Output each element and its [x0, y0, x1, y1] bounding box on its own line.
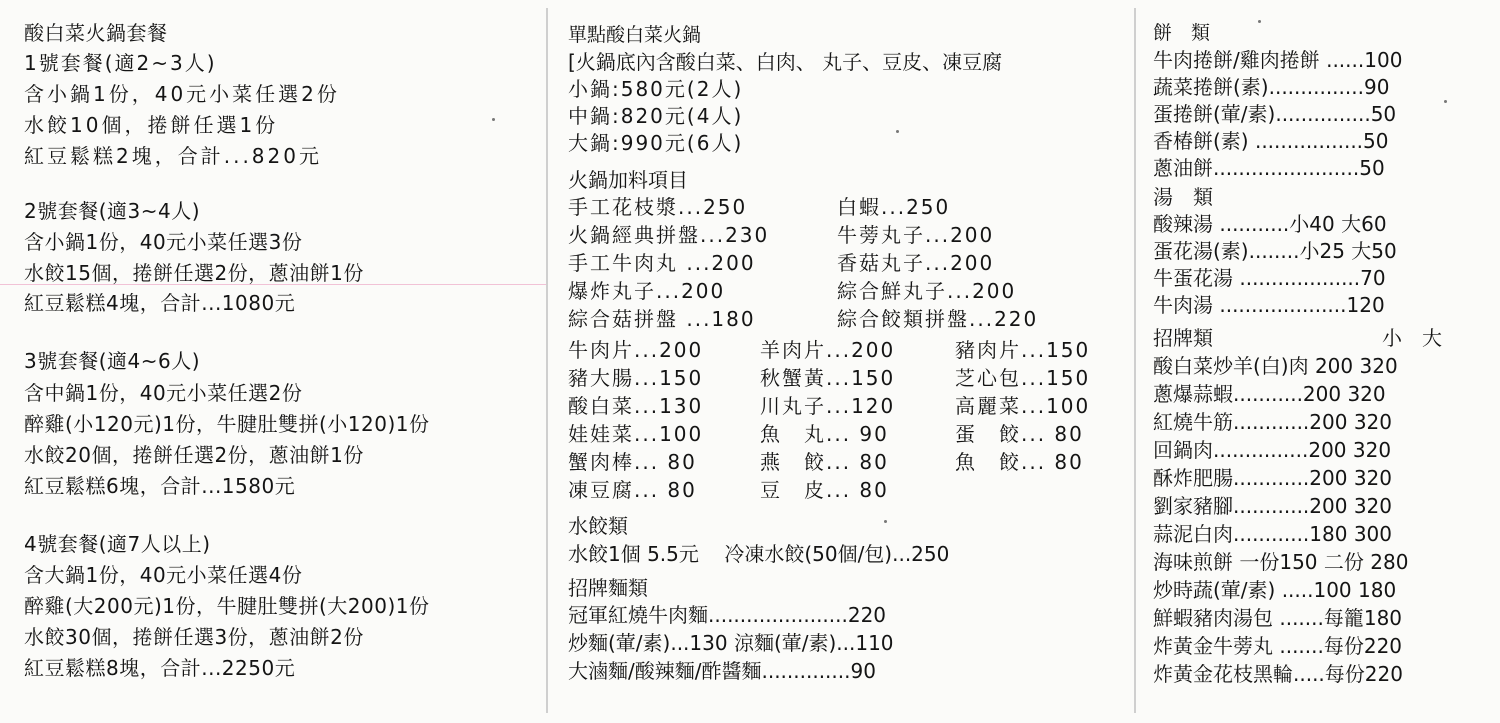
set3-header: 3號套餐(適4~6人) — [24, 349, 201, 373]
set3-line: 紅豆鬆糕6塊，合計...1580元 — [24, 474, 296, 498]
soup-item: 牛蛋花湯 ...................70 — [1153, 266, 1386, 290]
pot-price: 大鍋:990元(6人) — [568, 131, 744, 155]
set4-line: 含大鍋1份，40元小菜任選4份 — [24, 563, 303, 587]
signature-item: 酥炸肥腸............200 320 — [1153, 466, 1392, 490]
grid-item: 豆 皮... 80 — [760, 478, 889, 502]
addon-item: 手工牛肉丸 ...200 — [568, 251, 756, 275]
signature-item: 炸黃金花枝黑輪.....每份220 — [1153, 662, 1403, 686]
addon-item: 牛蒡丸子...200 — [837, 223, 995, 247]
set4-line: 水餃30個，捲餅任選3份，蔥油餅2份 — [24, 625, 364, 649]
signature-item: 炒時蔬(葷/素) .....100 180 — [1153, 578, 1397, 602]
pot-price: 小鍋:580元(2人) — [568, 77, 744, 101]
grid-item: 羊肉片...200 — [760, 338, 896, 362]
grid-item: 芝心包...150 — [955, 366, 1091, 390]
bing-item: 牛肉捲餅/雞肉捲餅 ......100 — [1153, 48, 1403, 72]
set4-header: 4號套餐(適7人以上) — [24, 532, 211, 556]
set3-line: 醉雞(小120元)1份，牛腱肚雙拼(小120)1份 — [24, 412, 430, 436]
grid-item: 豬大腸...150 — [568, 366, 704, 390]
grid-item: 娃娃菜...100 — [568, 422, 704, 446]
set1-line: 水餃10個，捲餅任選1份 — [24, 113, 279, 137]
bing-item: 香椿餅(素) .................50 — [1153, 129, 1389, 153]
signature-item: 回鍋肉...............200 320 — [1153, 438, 1392, 462]
grid-item: 蟹肉棒... 80 — [568, 450, 697, 474]
addon-item: 香菇丸子...200 — [837, 251, 995, 275]
noodle-item: 冠軍紅燒牛肉麵......................220 — [568, 603, 887, 627]
signature-item: 蒜泥白肉............180 300 — [1153, 522, 1392, 546]
scan-speck — [1258, 20, 1261, 23]
pot-price: 中鍋:820元(4人) — [568, 104, 744, 128]
hotpot-title: 單點酸白菜火鍋 — [568, 24, 702, 46]
set2-line: 水餃15個，捲餅任選2份，蔥油餅1份 — [24, 261, 364, 285]
grid-item: 豬肉片...150 — [955, 338, 1091, 362]
set4-line: 醉雞(大200元)1份，牛腱肚雙拼(大200)1份 — [24, 594, 430, 618]
set2-line: 紅豆鬆糕4塊，合計...1080元 — [24, 291, 296, 315]
grid-item: 蛋 餃... 80 — [955, 422, 1084, 446]
noodle-item: 大滷麵/酸辣麵/酢醬麵..............90 — [568, 659, 876, 683]
grid-item: 凍豆腐... 80 — [568, 478, 697, 502]
signature-item: 酸白菜炒羊(白)肉 200 320 — [1153, 354, 1398, 378]
addon-item: 手工花枝漿...250 — [568, 195, 748, 219]
signature-item: 蔥爆蒜蝦...........200 320 — [1153, 382, 1386, 406]
signature-item: 炸黃金牛蒡丸 .......每份220 — [1153, 634, 1403, 658]
set1-header: 1號套餐(適2~3人) — [24, 51, 217, 75]
bing-item: 蔥油餅.......................50 — [1153, 156, 1385, 180]
hotpot-column — [548, 0, 1136, 723]
set1-line: 紅豆鬆糕2塊，合計...820元 — [24, 144, 322, 168]
side-dishes-column — [1136, 0, 1500, 723]
bing-item: 蔬菜捲餅(素)...............90 — [1153, 75, 1390, 99]
grid-item: 酸白菜...130 — [568, 394, 704, 418]
addon-item: 爆炸丸子...200 — [568, 279, 726, 303]
grid-item: 川丸子...120 — [760, 394, 896, 418]
addon-item: 白蝦...250 — [837, 195, 951, 219]
addon-item: 火鍋經典拼盤...230 — [568, 223, 770, 247]
soup-item: 酸辣湯 ...........小40 大60 — [1153, 212, 1387, 236]
set3-line: 含中鍋1份，40元小菜任選2份 — [24, 381, 303, 405]
set3-line: 水餃20個，捲餅任選2份，蔥油餅1份 — [24, 443, 364, 467]
hotpot-note: [火鍋底內含酸白菜、白肉、 丸子、豆皮、凍豆腐 — [568, 50, 1003, 74]
signature-title: 招牌類 — [1153, 326, 1213, 350]
signature-size-header: 小 大 — [1382, 326, 1442, 350]
set-menu-title: 酸白菜火鍋套餐 — [24, 21, 168, 45]
addon-item: 綜合菇拼盤 ...180 — [568, 307, 756, 331]
scan-speck — [884, 520, 887, 523]
scan-speck — [1444, 100, 1447, 103]
signature-item: 劉家豬腳............200 320 — [1153, 494, 1392, 518]
addon-title: 火鍋加料項目 — [568, 168, 688, 192]
addon-item: 綜合鮮丸子...200 — [837, 279, 1017, 303]
noodle-item: 炒麵(葷/素)...130 涼麵(葷/素)...110 — [568, 631, 894, 655]
signature-item: 鮮蝦豬肉湯包 .......每籠180 — [1153, 606, 1403, 630]
grid-item: 魚 丸... 90 — [760, 422, 889, 446]
soup-item: 牛肉湯 ....................120 — [1153, 293, 1385, 317]
noodle-title: 招牌麵類 — [568, 576, 648, 600]
set1-line: 含小鍋1份，40元小菜任選2份 — [24, 82, 340, 106]
set2-line: 含小鍋1份，40元小菜任選3份 — [24, 230, 303, 254]
set4-line: 紅豆鬆糕8塊，合計...2250元 — [24, 656, 296, 680]
grid-item: 燕 餃... 80 — [760, 450, 889, 474]
dumpling-title: 水餃類 — [568, 514, 628, 538]
grid-item: 牛肉片...200 — [568, 338, 704, 362]
set-menu-column — [0, 0, 548, 723]
scan-speck — [896, 130, 899, 133]
bing-title: 餅 類 — [1153, 22, 1211, 44]
grid-item: 高麗菜...100 — [955, 394, 1091, 418]
addon-item: 綜合餃類拼盤...220 — [837, 307, 1039, 331]
soup-item: 蛋花湯(素)........小25 大50 — [1153, 239, 1397, 263]
grid-item: 魚 餃... 80 — [955, 450, 1084, 474]
scan-speck — [492, 118, 495, 121]
signature-item: 紅燒牛筋............200 320 — [1153, 410, 1392, 434]
dumpling-line: 水餃1個 5.5元 冷凍水餃(50個/包)...250 — [568, 542, 950, 566]
signature-item: 海味煎餅 一份150 二份 280 — [1153, 550, 1409, 574]
set2-header: 2號套餐(適3~4人) — [24, 199, 201, 223]
soup-title: 湯 類 — [1153, 185, 1213, 209]
bing-item: 蛋捲餅(葷/素)...............50 — [1153, 102, 1397, 126]
grid-item: 秋蟹黃...150 — [760, 366, 896, 390]
